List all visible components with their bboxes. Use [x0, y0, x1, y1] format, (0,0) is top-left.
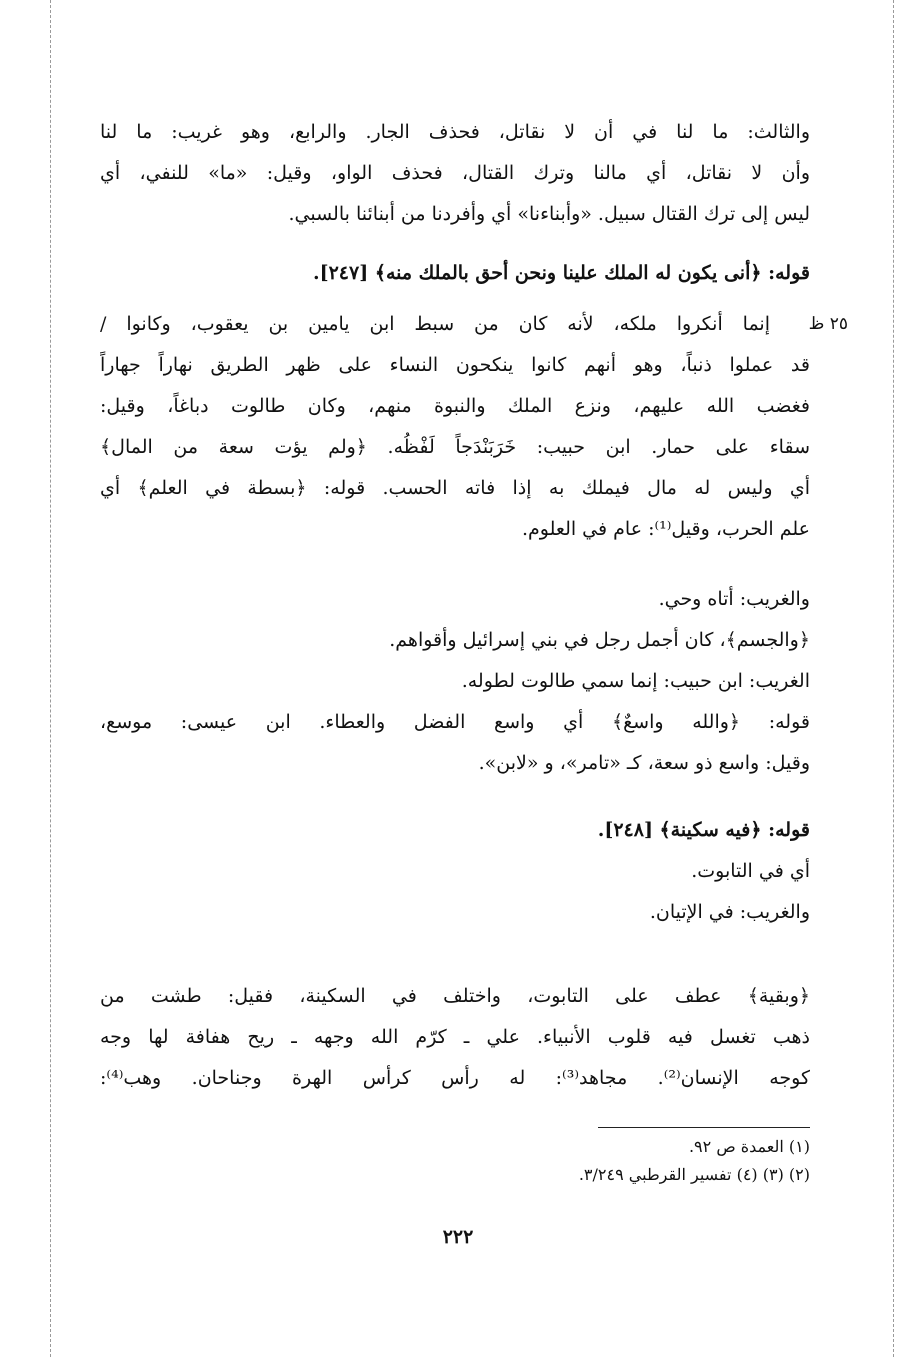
- text-line: وأن لا نقاتل، أي مالنا وترك القتال، فحذف الواو، وقيل: «ما» للنفي، أي: [100, 162, 810, 184]
- page-number: ٢٢٢: [442, 1226, 474, 1248]
- text-line: كوجه الإنسان⁽²⁾. مجاهد⁽³⁾: له رأس كرأس الهرة وجناحان. وهب⁽⁴⁾:: [100, 1067, 810, 1089]
- scan-edge-right: [893, 0, 894, 1357]
- text-line: وقيل: واسع ذو سعة، كـ «تامر»، و «لابن».: [478, 752, 810, 774]
- text-line: والغريب: في الإتيان.: [649, 901, 810, 923]
- text-line: علم الحرب، وقيل⁽¹⁾: عام في العلوم.: [522, 518, 810, 540]
- text-line: ﴿وبقية﴾ عطف على التابوت، واختلف في السكينة، فقيل: طشت من: [100, 985, 810, 1007]
- margin-folio-note: ٢٥ ظ: [808, 314, 848, 334]
- text-line: فغضب الله عليهم، ونزع الملك والنبوة منهم، وكان طالوت دباغاً، وقيل:: [100, 395, 810, 417]
- text-line: والثالث: ما لنا في أن لا نقاتل، فحذف الجار. والرابع، وهو غريب: ما لنا: [100, 121, 810, 143]
- footnotes: [200, 1133, 810, 1189]
- text-line: الغريب: ابن حبيب: إنما سمي طالوت لطوله.: [461, 670, 810, 692]
- text-line: قوله: ﴿أنى يكون له الملك علينا ونحن أحق بالملك منه﴾ [٢٤٧].: [312, 262, 810, 284]
- text-line: ﴿والجسم﴾، كان أجمل رجل في بني إسرائيل وأقواهم.: [389, 629, 810, 651]
- paragraph-talut-kingship: [100, 304, 810, 550]
- paragraph-third-reason: [100, 112, 810, 235]
- verse-heading-247: [100, 253, 810, 294]
- paragraph-gharib-notes: [100, 579, 810, 784]
- text-line: قوله: ﴿فيه سكينة﴾ [٢٤٨].: [597, 819, 810, 841]
- text-line: والغريب: أتاه وحي.: [658, 588, 810, 610]
- text-line: أي في التابوت.: [691, 860, 810, 882]
- text-line: قد عملوا ذنباً، وهو أنهم كانوا ينكحون النساء على ظهر الطريق نهاراً جهاراً: [100, 354, 810, 376]
- footnote-divider: [598, 1127, 810, 1128]
- text-line: ليس إلى ترك القتال سبيل. «وأبناءنا» أي وأفردنا من أبنائنا بالسبي.: [288, 203, 810, 225]
- footnote: (٢) (٣) (٤) تفسير القرطبي ٣/٢٤٩.: [578, 1165, 810, 1184]
- text-line: سقاء على حمار. ابن حبيب: خَرَبَنْدَجاً لَفْظُه. ﴿ولم يؤت سعة من المال﴾: [100, 436, 810, 458]
- verse-heading-248: [100, 810, 810, 933]
- text-line: ذهب تغسل فيه قلوب الأنبياء. علي ـ كرّم الله وجهه ـ ريح هفافة لها وجه: [100, 1026, 810, 1048]
- text-line: قوله: ﴿والله واسعٌ﴾ أي واسع الفضل والعطاء. ابن عيسى: موسع،: [100, 711, 810, 733]
- text-line: إنما أنكروا ملكه، لأنه كان من سبط ابن يامين بن يعقوب، وكانوا /: [100, 313, 770, 335]
- scan-edge-left: [50, 0, 51, 1357]
- text-line: أي وليس له مال فيملك به إذا فاته الحسب. قوله: ﴿بسطة في العلم﴾ أي: [100, 477, 810, 499]
- footnote: (١) العمدة ص ٩٢.: [688, 1137, 810, 1156]
- paragraph-sakina: [100, 976, 810, 1099]
